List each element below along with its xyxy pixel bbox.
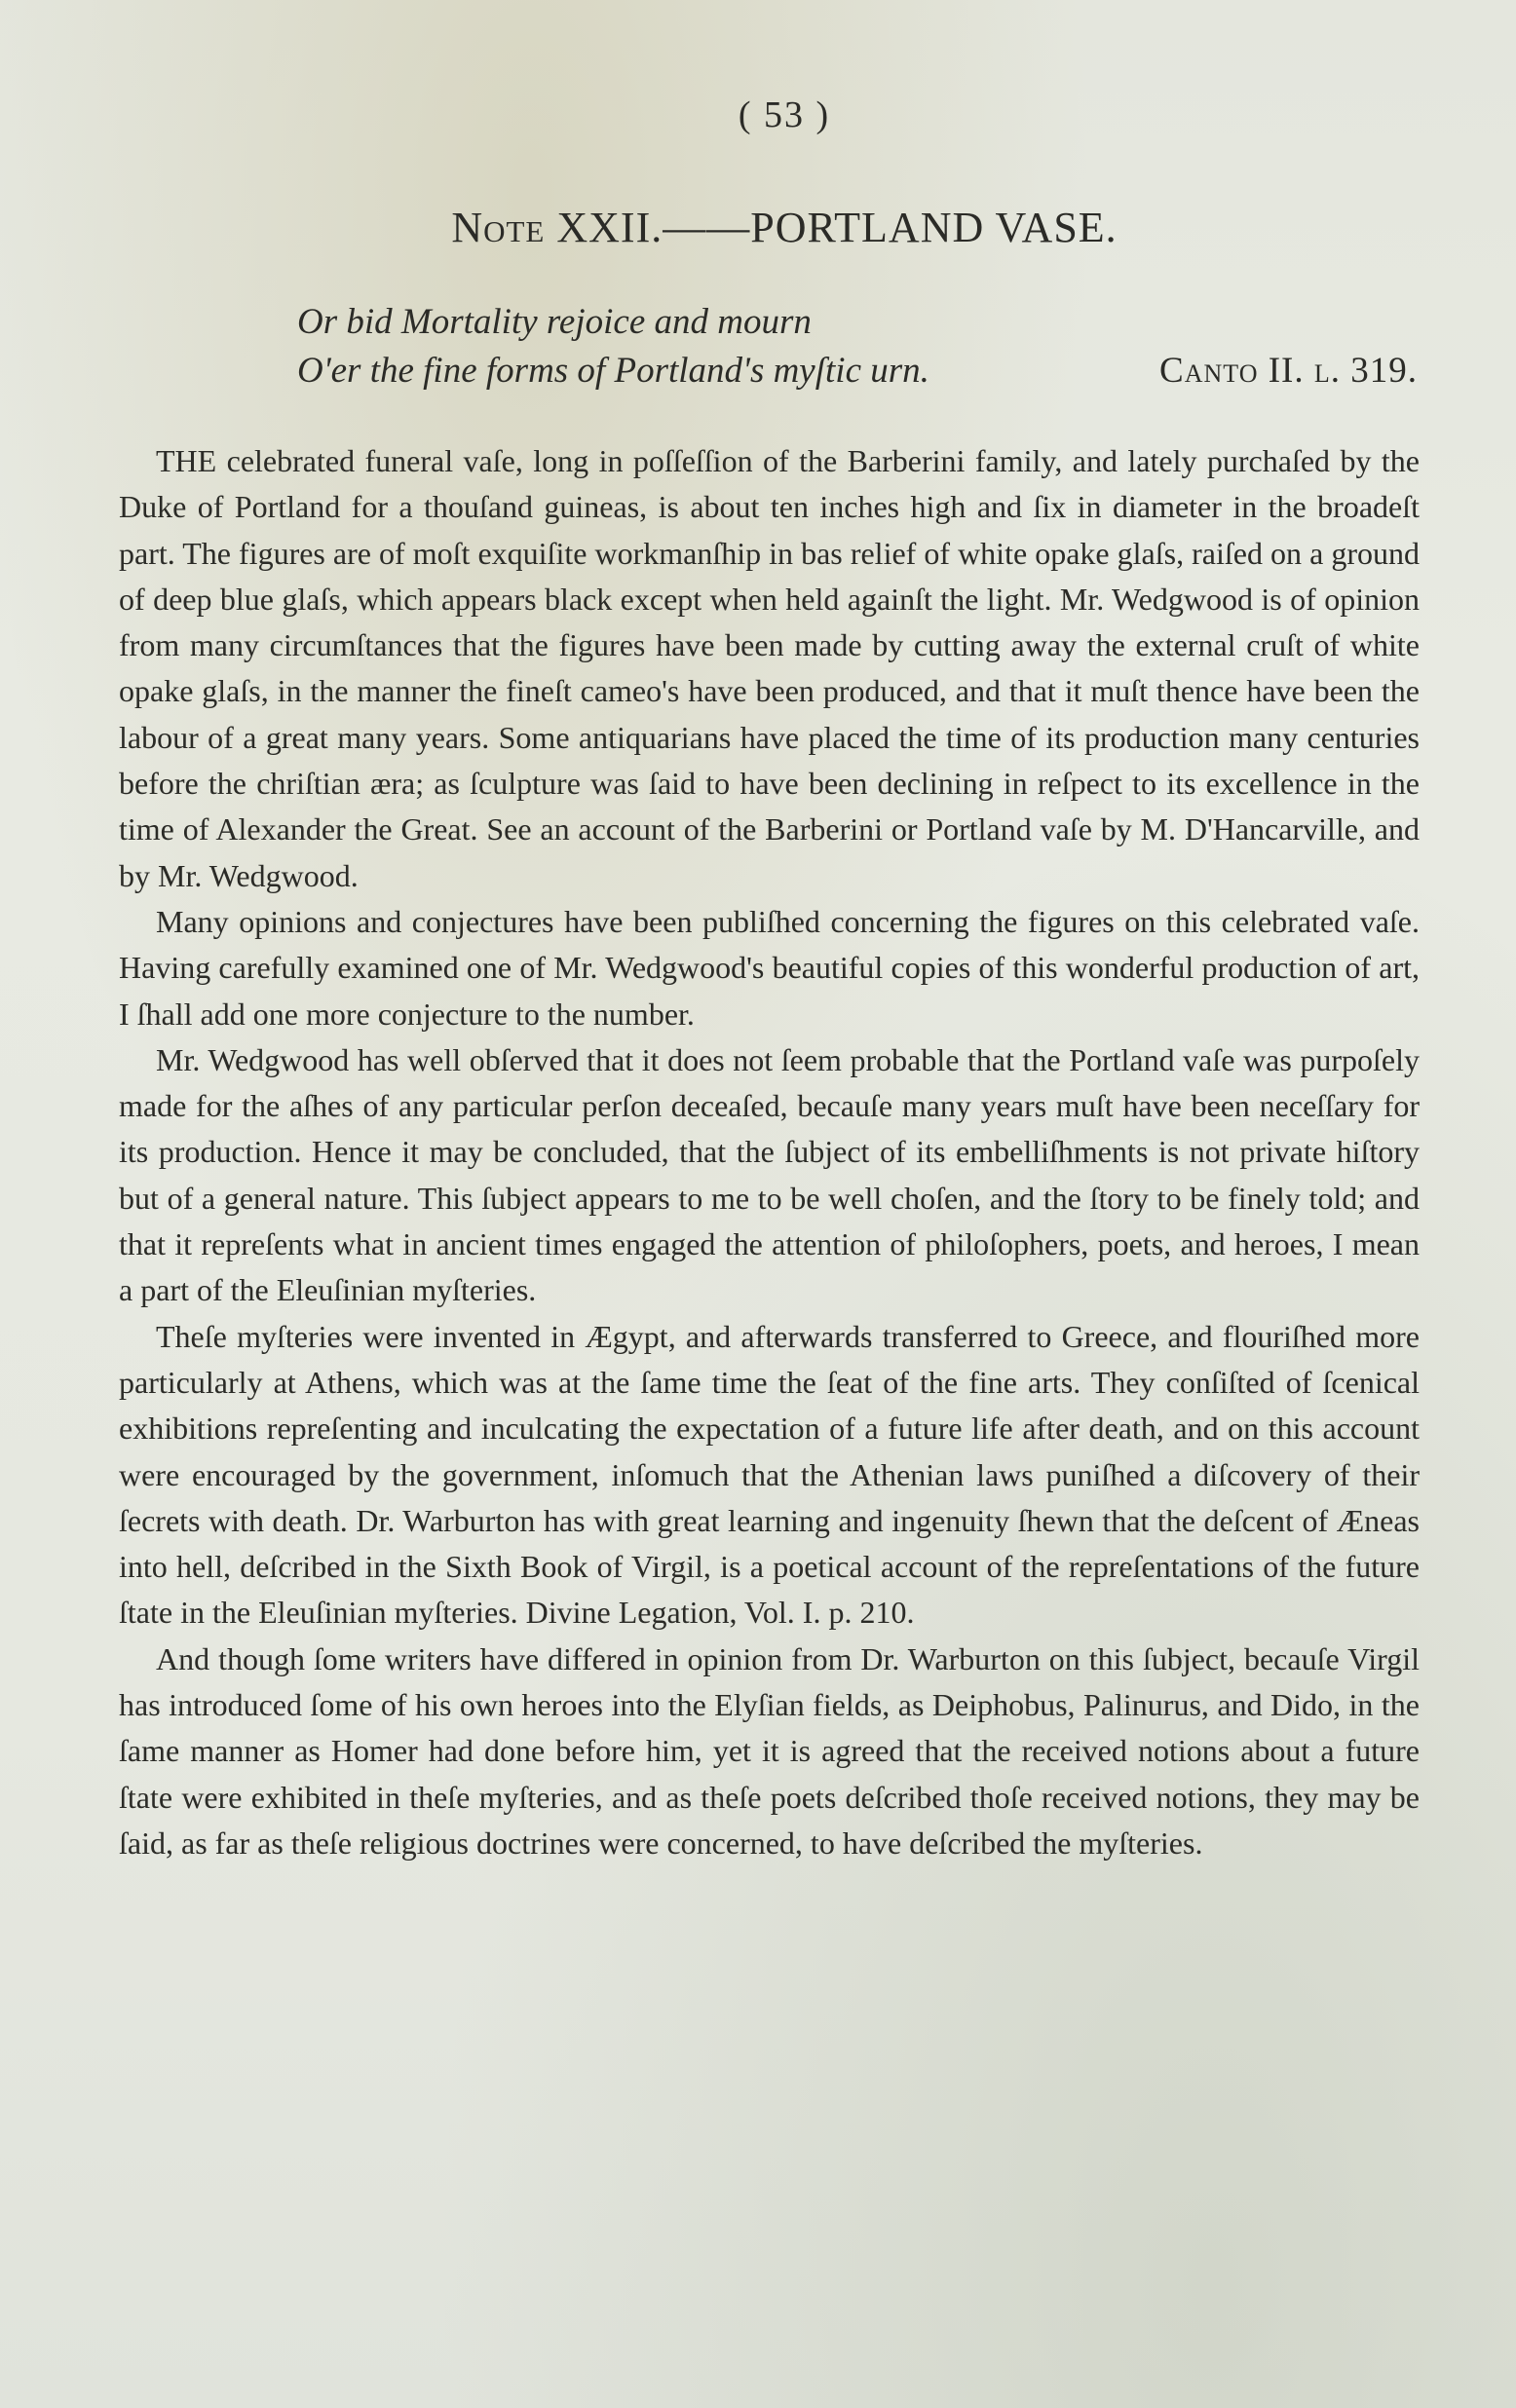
note-body xyxy=(119,438,1420,1866)
note-title: PORTLAND VASE. xyxy=(750,204,1118,251)
note-number: XXII. xyxy=(556,204,663,251)
paragraph: Mr. Wedgwood has well obſerved that it does not ſeem probable that the Portland vaſe was purpoſely made for the aſhes of any particular perſon deceaſed, becauſe many years muſt have been neceſſary for its production. Hence it may be concluded, that the ſubject of its embelliſhments is not private hiſtory but of a general nature. This ſubject appears to me to be well choſen, and the ſtory to be finely told; and that it repreſents what in ancient times engaged the attention of philoſophers, poets, and heroes, I mean a part of the Eleuſinian myſteries. xyxy=(119,1041,1420,1308)
epigraph-line-2: O'er the fine forms of Portland's myſtic urn. xyxy=(297,351,929,391)
epigraph-citation: Canto II. l. 319. xyxy=(1159,351,1418,391)
paragraph: Many opinions and conjectures have been publiſhed concerning the figures on this celebrated vaſe. Having carefully examined one of Mr. Wedgwood's beautiful copies of this wonderful production of art, I ſhall add one more conjecture to the number. xyxy=(119,903,1420,1032)
paragraph: THE celebrated funeral vaſe, long in poſſeſſion of the Barberini family, and lately purchaſed by the Duke of Portland for a thouſand guineas, is about ten inches high and ſix in diameter in the broadeſt part. The figures are of moſt exquiſite workmanſhip in bas relief of white opake glaſs, raiſed on a ground of deep blue glaſs, which appears black except when held againſt the light. Mr. Wedgwood is of opinion from many circumſtances that the figures have been made by cutting away the external cruſt of white opake glaſs, in the manner the fineſt cameo's have been produced, and that it muſt thence have been the labour of a great many years. Some antiquarians have placed the time of its production many centuries before the chriſtian æra; as ſculpture was ſaid to have been declining in reſpect to its excellence in the time of Alexander the Great. See an account of the Barberini or Portland vaſe by M. D'Hancarville, and by Mr. Wedgwood. xyxy=(119,443,1420,893)
paragraph: Theſe myſteries were invented in Ægypt, and afterwards transferred to Greece, and flouriſhed more particularly at Athens, which was at the ſame time the ſeat of the fine arts. They conſiſted of ſcenical exhibitions repreſenting and inculcating the expectation of a future life after death, and on this account were encouraged by the government, inſomuch that the Athenian laws puniſhed a diſcovery of their ſecrets with death. Dr. Warburton has with great learning and ingenuity ſhewn that the deſcent of Æneas into hell, deſcribed in the Sixth Book of Virgil, is a poetical account of the repreſentations of the future ſtate in the Eleuſinian myſteries. Divine Legation, Vol. I. p. 210. xyxy=(119,1318,1420,1631)
epigraph xyxy=(297,298,1418,395)
page-number: ( 53 ) xyxy=(738,94,831,135)
epigraph-line-1: Or bid Mortality rejoice and mourn xyxy=(297,302,812,342)
paragraph: And though ſome writers have differed in opinion from Dr. Warburton on this ſubject, becauſe Virgil has introduced ſome of his own heroes into the Elyſian fields, as Deiphobus, Palinurus, and Dido, in the ſame manner as Homer had done before him, yet it is agreed that the received notions about a future ſtate were exhibited in theſe myſteries, and as theſe poets deſcribed thoſe received notions, they may be ſaid, as far as theſe religious doctrines were concerned, to have deſcribed the myſteries. xyxy=(119,1640,1420,1861)
note-label: Note xyxy=(451,204,546,251)
note-heading xyxy=(0,203,1516,252)
heading-separator: —— xyxy=(663,204,751,251)
